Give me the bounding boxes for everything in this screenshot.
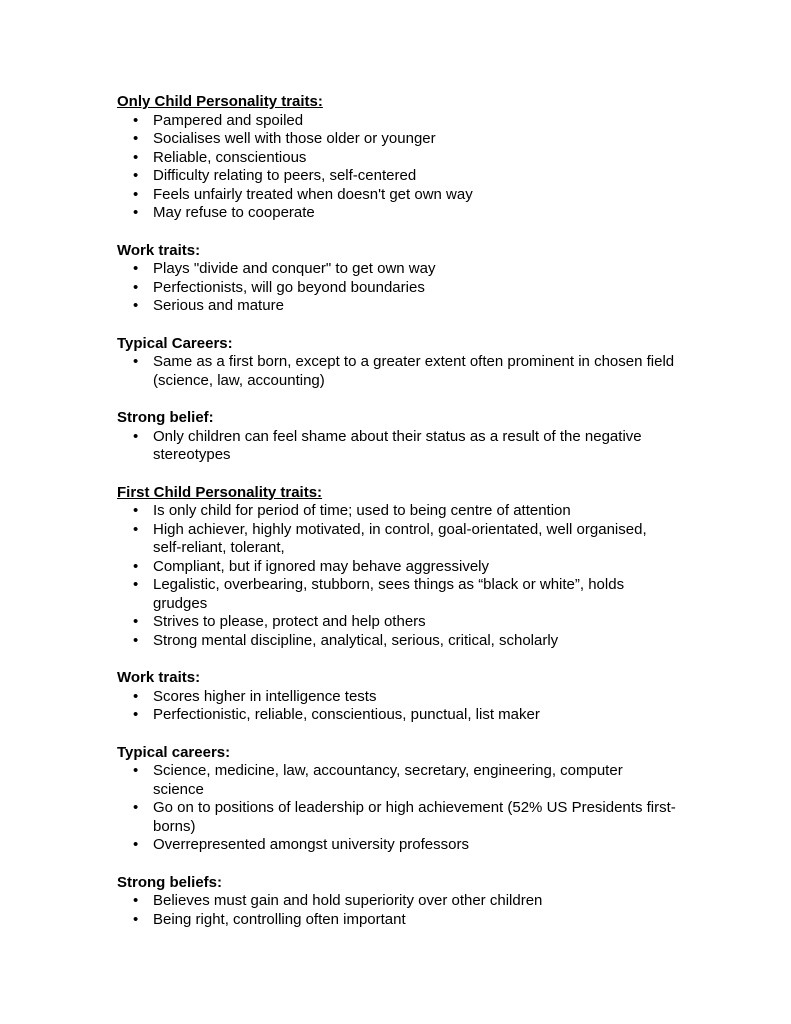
- bullet-icon: •: [133, 687, 139, 705]
- list-item: [117, 576, 677, 613]
- bullet-icon: •: [133, 799, 139, 816]
- list-item: [117, 112, 677, 131]
- list-item: [117, 706, 677, 725]
- bullet-icon: •: [133, 910, 139, 928]
- list-item: [117, 353, 677, 390]
- list-item-text: May refuse to cooperate: [153, 204, 315, 221]
- bullet-icon: •: [133, 167, 139, 184]
- list-item: [117, 521, 677, 558]
- bullet-list: [117, 428, 677, 465]
- bullet-icon: •: [133, 278, 139, 296]
- section-heading: First Child Personality traits:: [117, 483, 323, 501]
- list-item: [117, 688, 677, 707]
- section-heading: Typical Careers:: [117, 334, 233, 352]
- section-heading: Work traits:: [117, 241, 201, 259]
- list-item-text: Is only child for period of time; used to being centre of attention: [153, 502, 571, 519]
- section-heading: Strong beliefs:: [117, 873, 223, 891]
- bullet-list: [117, 688, 677, 725]
- list-item: [117, 149, 677, 168]
- list-item-text: Believes must gain and hold superiority over other children: [153, 892, 543, 909]
- list-item: [117, 428, 677, 465]
- list-item-text: Feels unfairly treated when doesn't get own way: [153, 185, 473, 203]
- bullet-list: [117, 112, 677, 223]
- list-item-text: Perfectionists, will go beyond boundaries: [153, 278, 425, 296]
- section-heading: Strong belief:: [117, 409, 214, 426]
- list-item-text: Reliable, conscientious: [153, 148, 307, 166]
- list-item-text: High achiever, highly motivated, in control, goal-orientated, well organised, self-reliant, tolerant,: [153, 520, 647, 556]
- list-item: [117, 260, 677, 279]
- bullet-list: [117, 502, 677, 650]
- section-heading: Typical careers:: [117, 743, 231, 761]
- section: [117, 669, 677, 725]
- list-item-text: Science, medicine, law, accountancy, secretary, engineering, computer science: [153, 762, 623, 798]
- bullet-icon: •: [133, 557, 139, 575]
- section: [117, 409, 677, 465]
- bullet-icon: •: [133, 613, 139, 630]
- list-item: [117, 836, 677, 855]
- bullet-icon: •: [133, 260, 139, 277]
- section: [117, 484, 677, 651]
- bullet-icon: •: [133, 576, 139, 593]
- list-item-text: Being right, controlling often important: [153, 910, 406, 928]
- list-item-text: Pampered and spoiled: [153, 111, 304, 129]
- bullet-icon: •: [133, 204, 139, 221]
- section: [117, 242, 677, 316]
- list-item: [117, 167, 677, 186]
- list-item-text: Plays "divide and conquer" to get own way: [153, 260, 436, 277]
- list-item-text: Go on to positions of leadership or high achievement (52% US Presidents first-borns): [153, 799, 676, 835]
- bullet-icon: •: [133, 185, 139, 203]
- list-item-text: Strong mental discipline, analytical, serious, critical, scholarly: [153, 631, 559, 649]
- list-item: [117, 279, 677, 298]
- list-item: [117, 892, 677, 911]
- list-item: [117, 799, 677, 836]
- list-item: [117, 130, 677, 149]
- bullet-icon: •: [133, 148, 139, 166]
- list-item-text: Serious and mature: [153, 297, 284, 314]
- bullet-icon: •: [133, 836, 139, 853]
- list-item-text: Legalistic, overbearing, stubborn, sees things as “black or white”, holds grudges: [153, 576, 625, 612]
- bullet-icon: •: [133, 297, 139, 314]
- list-item-text: Compliant, but if ignored may behave aggressively: [153, 557, 490, 575]
- list-item-text: Same as a first born, except to a greater extent often prominent in chosen field (science, law, accounting): [153, 353, 675, 389]
- bullet-icon: •: [133, 502, 139, 519]
- document-body: [117, 93, 677, 948]
- bullet-icon: •: [133, 520, 139, 538]
- list-item-text: Overrepresented amongst university professors: [153, 836, 469, 853]
- list-item: [117, 762, 677, 799]
- bullet-list: [117, 762, 677, 855]
- bullet-icon: •: [133, 111, 139, 129]
- list-item-text: Only children can feel shame about their status as a result of the negative stereotypes: [153, 427, 642, 463]
- section-heading: Work traits:: [117, 669, 201, 686]
- list-item: [117, 632, 677, 651]
- list-item: [117, 911, 677, 930]
- section: [117, 874, 677, 930]
- list-item-text: Socialises well with those older or younger: [153, 130, 436, 147]
- bullet-icon: •: [133, 762, 139, 779]
- list-item-text: Difficulty relating to peers, self-centered: [153, 167, 417, 184]
- bullet-icon: •: [133, 130, 139, 147]
- bullet-icon: •: [133, 631, 139, 649]
- section: [117, 744, 677, 855]
- bullet-list: [117, 892, 677, 929]
- bullet-icon: •: [133, 892, 139, 909]
- section-heading: Only Child Personality traits:: [117, 93, 323, 110]
- section: [117, 93, 677, 223]
- list-item: [117, 613, 677, 632]
- bullet-list: [117, 353, 677, 390]
- list-item: [117, 204, 677, 223]
- list-item: [117, 297, 677, 316]
- bullet-icon: •: [133, 706, 139, 723]
- section: [117, 335, 677, 391]
- bullet-icon: •: [133, 353, 139, 370]
- list-item: [117, 558, 677, 577]
- list-item-text: Perfectionistic, reliable, conscientious, punctual, list maker: [153, 706, 540, 723]
- bullet-icon: •: [133, 427, 139, 445]
- list-item: [117, 502, 677, 521]
- bullet-list: [117, 260, 677, 316]
- list-item: [117, 186, 677, 205]
- list-item-text: Strives to please, protect and help others: [153, 613, 426, 630]
- list-item-text: Scores higher in intelligence tests: [153, 687, 377, 705]
